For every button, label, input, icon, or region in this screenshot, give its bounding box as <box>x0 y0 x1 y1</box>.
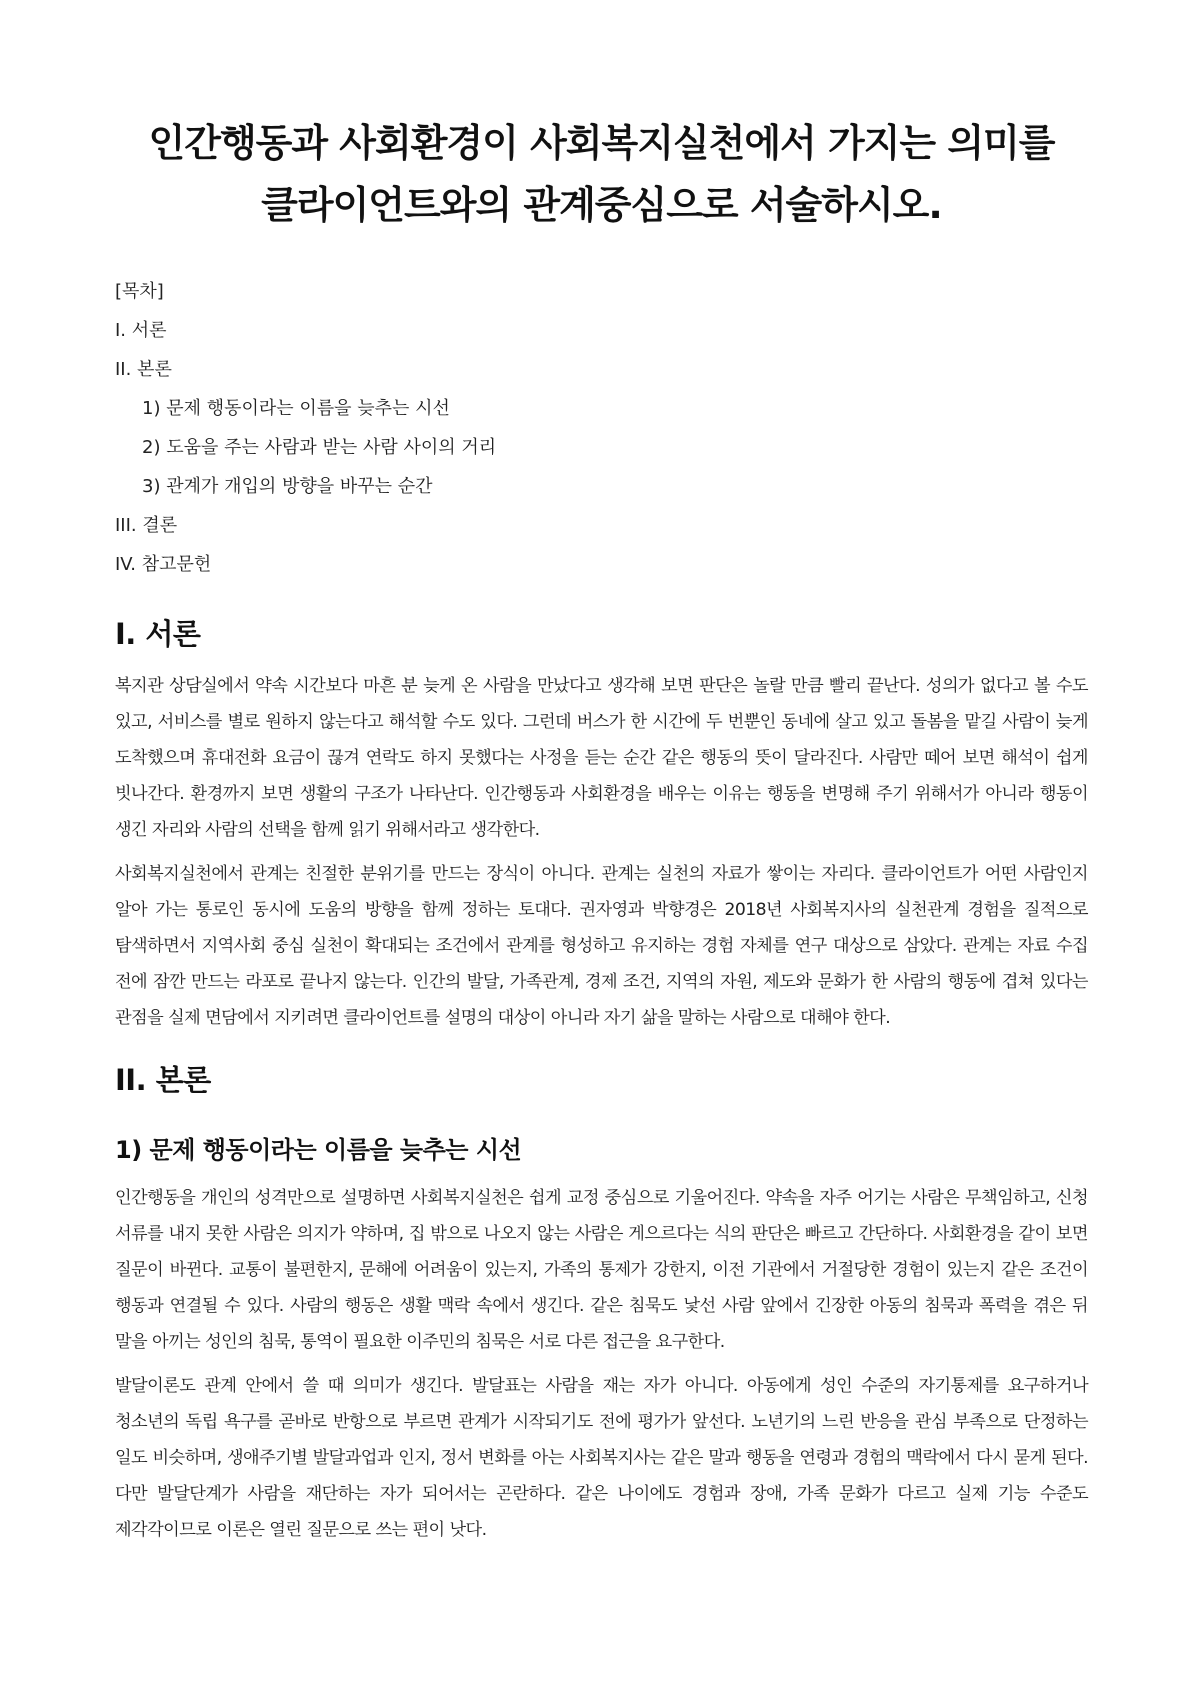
subsection-heading: 1) 문제 행동이라는 이름을 늦추는 시선 <box>115 1136 522 1164</box>
toc-subitem: 3) 관계가 개입의 방향을 바꾸는 순간 <box>142 476 433 497</box>
toc-subitem: 1) 문제 행동이라는 이름을 늦추는 시선 <box>142 398 450 419</box>
toc-item: I. 서론 <box>115 320 167 341</box>
toc-subitem: 2) 도움을 주는 사람과 받는 사람 사이의 거리 <box>142 437 497 458</box>
body-paragraph: 복지관 상담실에서 약속 시간보다 마흔 분 늦게 온 사람을 만났다고 생각해 보면 판단은 놀랄 만큼 빨리 끝난다. 성의가 없다고 볼 수도 있고, 서비스를 별로 원하지 않는다고 해석할 수도 있다. 그런데 버스가 한 시간에 두 번뿐인 동네에 살고 있고 돌봄을 맡길 사람이 늦게 도착했으며 휴대전화 요금이 끊겨 연락도 하지 못했다는 사정을 듣는 순간 같은 행동의 뜻이 달라진다. 사람만 떼어 보면 해석이 쉽게 빗나간다. 환경까지 보면 생활의 구조가 나타난다. 인간행동과 사회환경을 배우는 이유는 행동을 변명해 주기 위해서가 아니라 행동이 생긴 자리와 사람의 선택을 함께 읽기 위해서라고 생각한다. <box>115 676 1088 840</box>
toc-item: IV. 참고문헌 <box>115 554 212 575</box>
body-paragraph: 사회복지실천에서 관계는 친절한 분위기를 만드는 장식이 아니다. 관계는 실천의 자료가 쌓이는 자리다. 클라이언트가 어떤 사람인지 알아 가는 통로인 동시에 도움의 방향을 함께 정하는 토대다. 권자영과 박향경은 2018년 사회복지사의 실천관계 경험을 질적으로 탐색하면서 지역사회 중심 실천이 확대되는 조건에서 관계를 형성하고 유지하는 경험 자체를 연구 대상으로 삼았다. 관계는 자료 수집 전에 잠깐 만드는 라포로 끝나지 않는다. 인간의 발달, 가족관계, 경제 조건, 지역의 자원, 제도와 문화가 한 사람의 행동에 겹쳐 있다는 관점을 실제 면담에서 지키려면 클라이언트를 설명의 대상이 아니라 자기 삶을 말하는 사람으로 대해야 한다. <box>115 864 1088 1028</box>
toc-item: II. 본론 <box>115 359 172 380</box>
table-of-contents <box>115 272 1088 584</box>
section-heading-introduction: I. 서론 <box>115 617 201 651</box>
body-paragraph: 인간행동을 개인의 성격만으로 설명하면 사회복지실천은 쉽게 교정 중심으로 기울어진다. 약속을 자주 어기는 사람은 무책임하고, 신청 서류를 내지 못한 사람은 의지가 약하며, 집 밖으로 나오지 않는 사람은 게으르다는 식의 판단은 빠르고 간단하다. 사회환경을 같이 보면 질문이 바뀐다. 교통이 불편한지, 문해에 어려움이 있는지, 가족의 통제가 강한지, 이전 기관에서 거절당한 경험이 있는지 같은 조건이 행동과 연결될 수 있다. 사람의 행동은 생활 맥락 속에서 생긴다. 같은 침묵도 낯선 사람 앞에서 긴장한 아동의 침묵과 폭력을 겪은 뒤 말을 아끼는 성인의 침묵, 통역이 필요한 이주민의 침묵은 서로 다른 접근을 요구한다. <box>115 1188 1088 1352</box>
document-title: 인간행동과 사회환경이 사회복지실천에서 가지는 의미를 클라이언트와의 관계중심으로 서술하시오. <box>148 121 1055 227</box>
toc-item: III. 결론 <box>115 515 178 536</box>
toc-label: [목차] <box>115 281 164 302</box>
section-heading-body: II. 본론 <box>115 1063 211 1097</box>
body-paragraph: 발달이론도 관계 안에서 쓸 때 의미가 생긴다. 발달표는 사람을 재는 자가 아니다. 아동에게 성인 수준의 자기통제를 요구하거나 청소년의 독립 욕구를 곧바로 반항으로 부르면 관계가 시작되기도 전에 평가가 앞선다. 노년기의 느린 반응을 관심 부족으로 단정하는 일도 비슷하며, 생애주기별 발달과업과 인지, 정서 변화를 아는 사회복지사는 같은 말과 행동을 연령과 경험의 맥락에서 다시 묻게 된다. 다만 발달단계가 사람을 재단하는 자가 되어서는 곤란하다. 같은 나이에도 경험과 장애, 가족 문화가 다르고 실제 기능 수준도 제각각이므로 이론은 열린 질문으로 쓰는 편이 낫다. <box>115 1376 1088 1540</box>
